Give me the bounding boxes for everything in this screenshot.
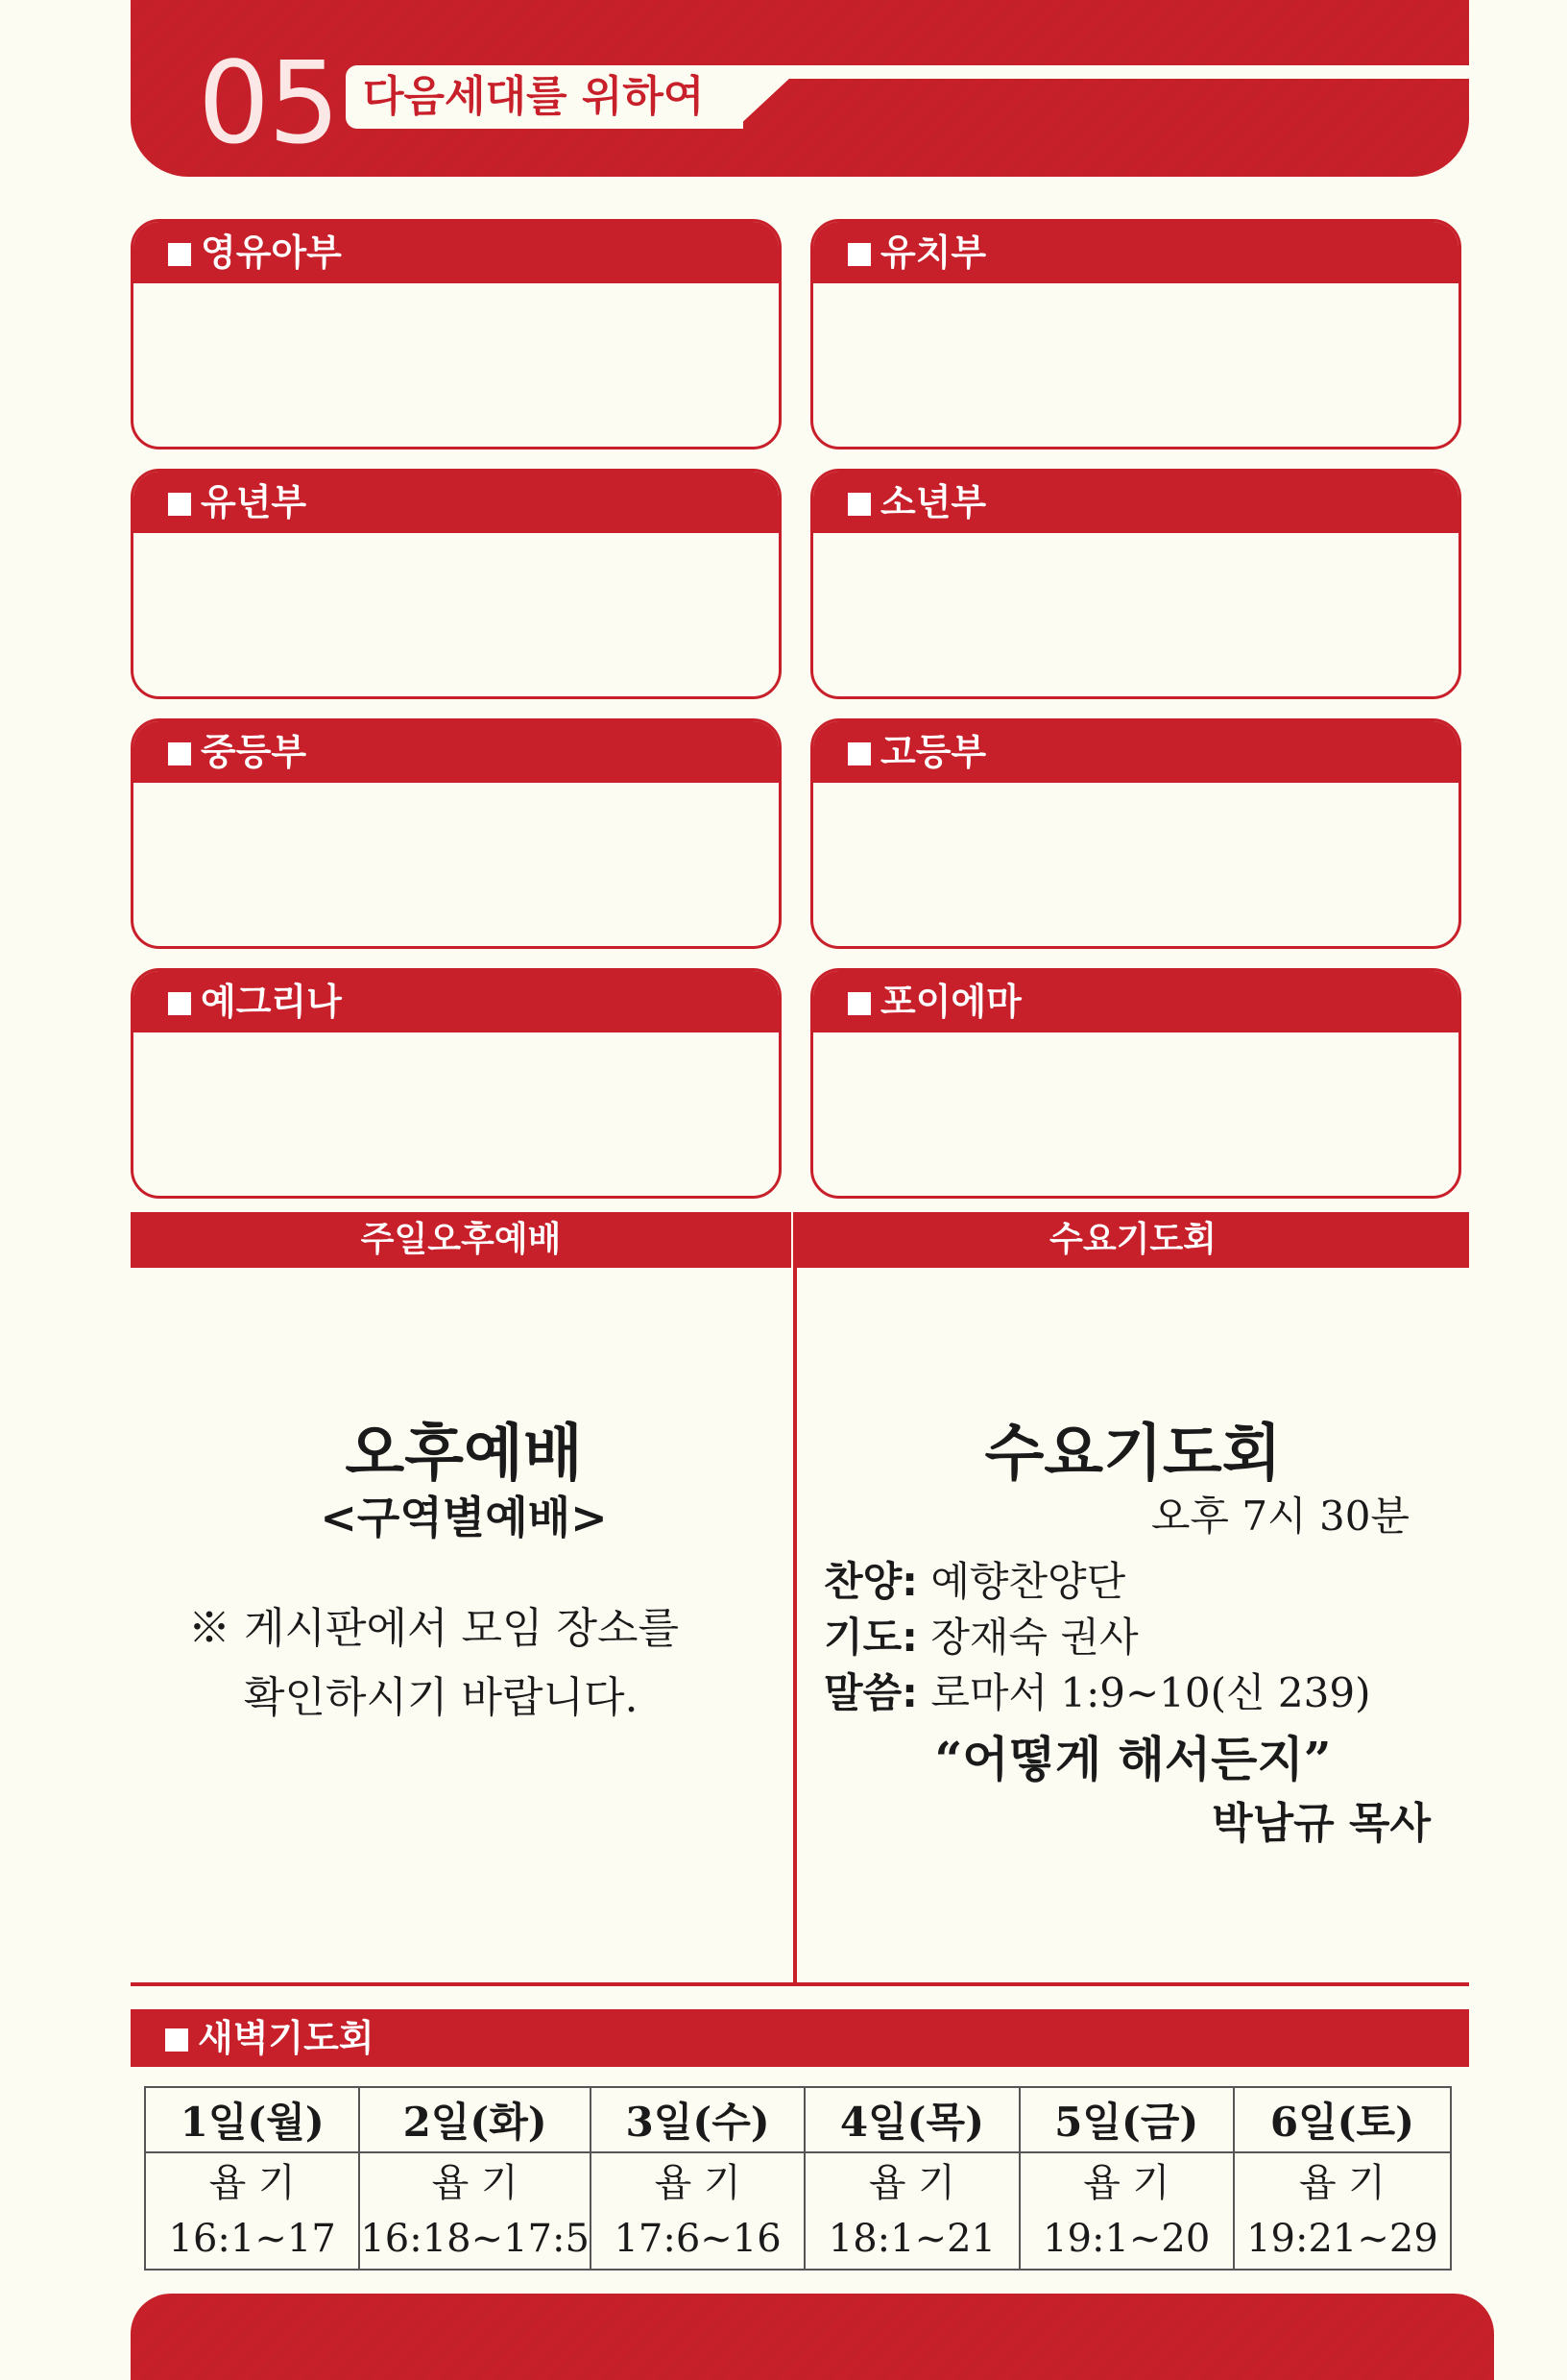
footer-band [131,2294,1494,2380]
day-cell: 6일(토) [1234,2087,1451,2152]
dept-name: 소년부 [880,481,987,523]
praise-value: 예향찬양단 [930,1558,1126,1605]
section-number: 05 [198,36,339,169]
dawn-prayer-bar [131,2009,1469,2067]
dept-name: 중등부 [201,731,307,773]
dept-box-poiema [810,968,1461,1199]
verse-range: 19:1~20 [1043,2217,1211,2261]
dept-name: 유치부 [880,231,987,274]
dept-box-kindergarten [810,219,1461,449]
reading-cell [359,2152,591,2270]
praise-label: 찬양: [824,1558,918,1605]
verse-range: 17:6~16 [614,2217,782,2261]
dept-box-yegrina [131,968,782,1199]
wednesday-bar: 수요기도회 [797,1212,1469,1268]
square-bullet-icon [848,243,871,266]
dept-box-infant [131,219,782,449]
verse-range: 16:18~17:5 [360,2217,590,2261]
square-bullet-icon [168,742,191,765]
prayer-value: 장재숙 권사 [930,1614,1139,1661]
word-row [824,1662,1370,1719]
dawn-prayer-table [144,2086,1452,2271]
afternoon-service-title: 오후예배 [345,1418,583,1490]
afternoon-note [188,1594,679,1733]
verse-range: 18:1~21 [828,2217,997,2261]
header-title-box [346,65,743,129]
wednesday-time: 오후 7시 30분 [1150,1493,1410,1540]
square-bullet-icon [848,992,871,1015]
dept-name: 고등부 [880,731,987,773]
dept-box-high-school [810,718,1461,949]
word-label: 말씀: [824,1669,918,1716]
square-bullet-icon [848,493,871,516]
table-row [145,2087,1451,2152]
section-title: 다음세대를 위하여 [363,72,705,121]
dept-box-middle-school [131,718,782,949]
section-bottom-rule [131,1982,1469,1986]
day-cell: 5일(금) [1020,2087,1234,2152]
square-bullet-icon [168,992,191,1015]
dept-name: 영유아부 [201,231,342,274]
dept-header [813,472,1459,533]
day-cell: 4일(목) [805,2087,1019,2152]
header-wedge-shape [735,65,870,129]
sermon-title: “어떻게 해서든지” [934,1731,1332,1787]
book-name: 욥 기 [431,2161,518,2205]
section-header [131,0,1469,177]
reading-cell [145,2152,359,2270]
dept-name: 포이에마 [880,981,1022,1023]
dept-box-junior [810,469,1461,699]
square-bullet-icon [168,493,191,516]
note-line: ※ 게시판에서 모임 장소를 [188,1604,679,1653]
reading-cell [591,2152,805,2270]
dept-header [133,472,779,533]
book-name: 욥 기 [654,2161,741,2205]
afternoon-service-subtitle: <구역별예배> [320,1492,608,1543]
sunday-afternoon-bar: 주일오후예배 [131,1212,791,1268]
dept-header [813,971,1459,1032]
square-bullet-icon [848,742,871,765]
preacher-name: 박남규 목사 [1212,1799,1431,1848]
verse-range: 16:1~17 [168,2217,336,2261]
dept-box-primary [131,469,782,699]
reading-cell [1234,2152,1451,2270]
dept-header [133,971,779,1032]
word-value: 로마서 1:9~10(신 239) [930,1669,1371,1716]
square-bullet-icon [165,2028,188,2052]
dept-name: 유년부 [201,481,307,523]
dept-header [133,222,779,283]
dept-header [813,721,1459,783]
reading-cell [1020,2152,1234,2270]
book-name: 욥 기 [208,2161,296,2205]
day-cell: 1일(월) [145,2087,359,2152]
verse-range: 19:21~29 [1246,2217,1438,2261]
book-name: 욥 기 [1298,2161,1386,2205]
day-cell: 3일(수) [591,2087,805,2152]
book-name: 욥 기 [1083,2161,1170,2205]
prayer-row [824,1606,1139,1664]
dawn-prayer-title: 새벽기도회 [198,2017,374,2059]
note-line: 확인하시기 바랍니다. [244,1673,639,1722]
wednesday-title: 수요기도회 [984,1418,1282,1490]
prayer-label: 기도: [824,1614,918,1661]
square-bullet-icon [168,243,191,266]
reading-cell [805,2152,1019,2270]
table-row [145,2152,1451,2270]
dept-header [133,721,779,783]
column-divider [793,1212,797,1984]
dept-header [813,222,1459,283]
day-cell: 2일(화) [359,2087,591,2152]
praise-row [824,1550,1125,1608]
dept-name: 예그리나 [201,981,342,1023]
book-name: 욥 기 [868,2161,955,2205]
